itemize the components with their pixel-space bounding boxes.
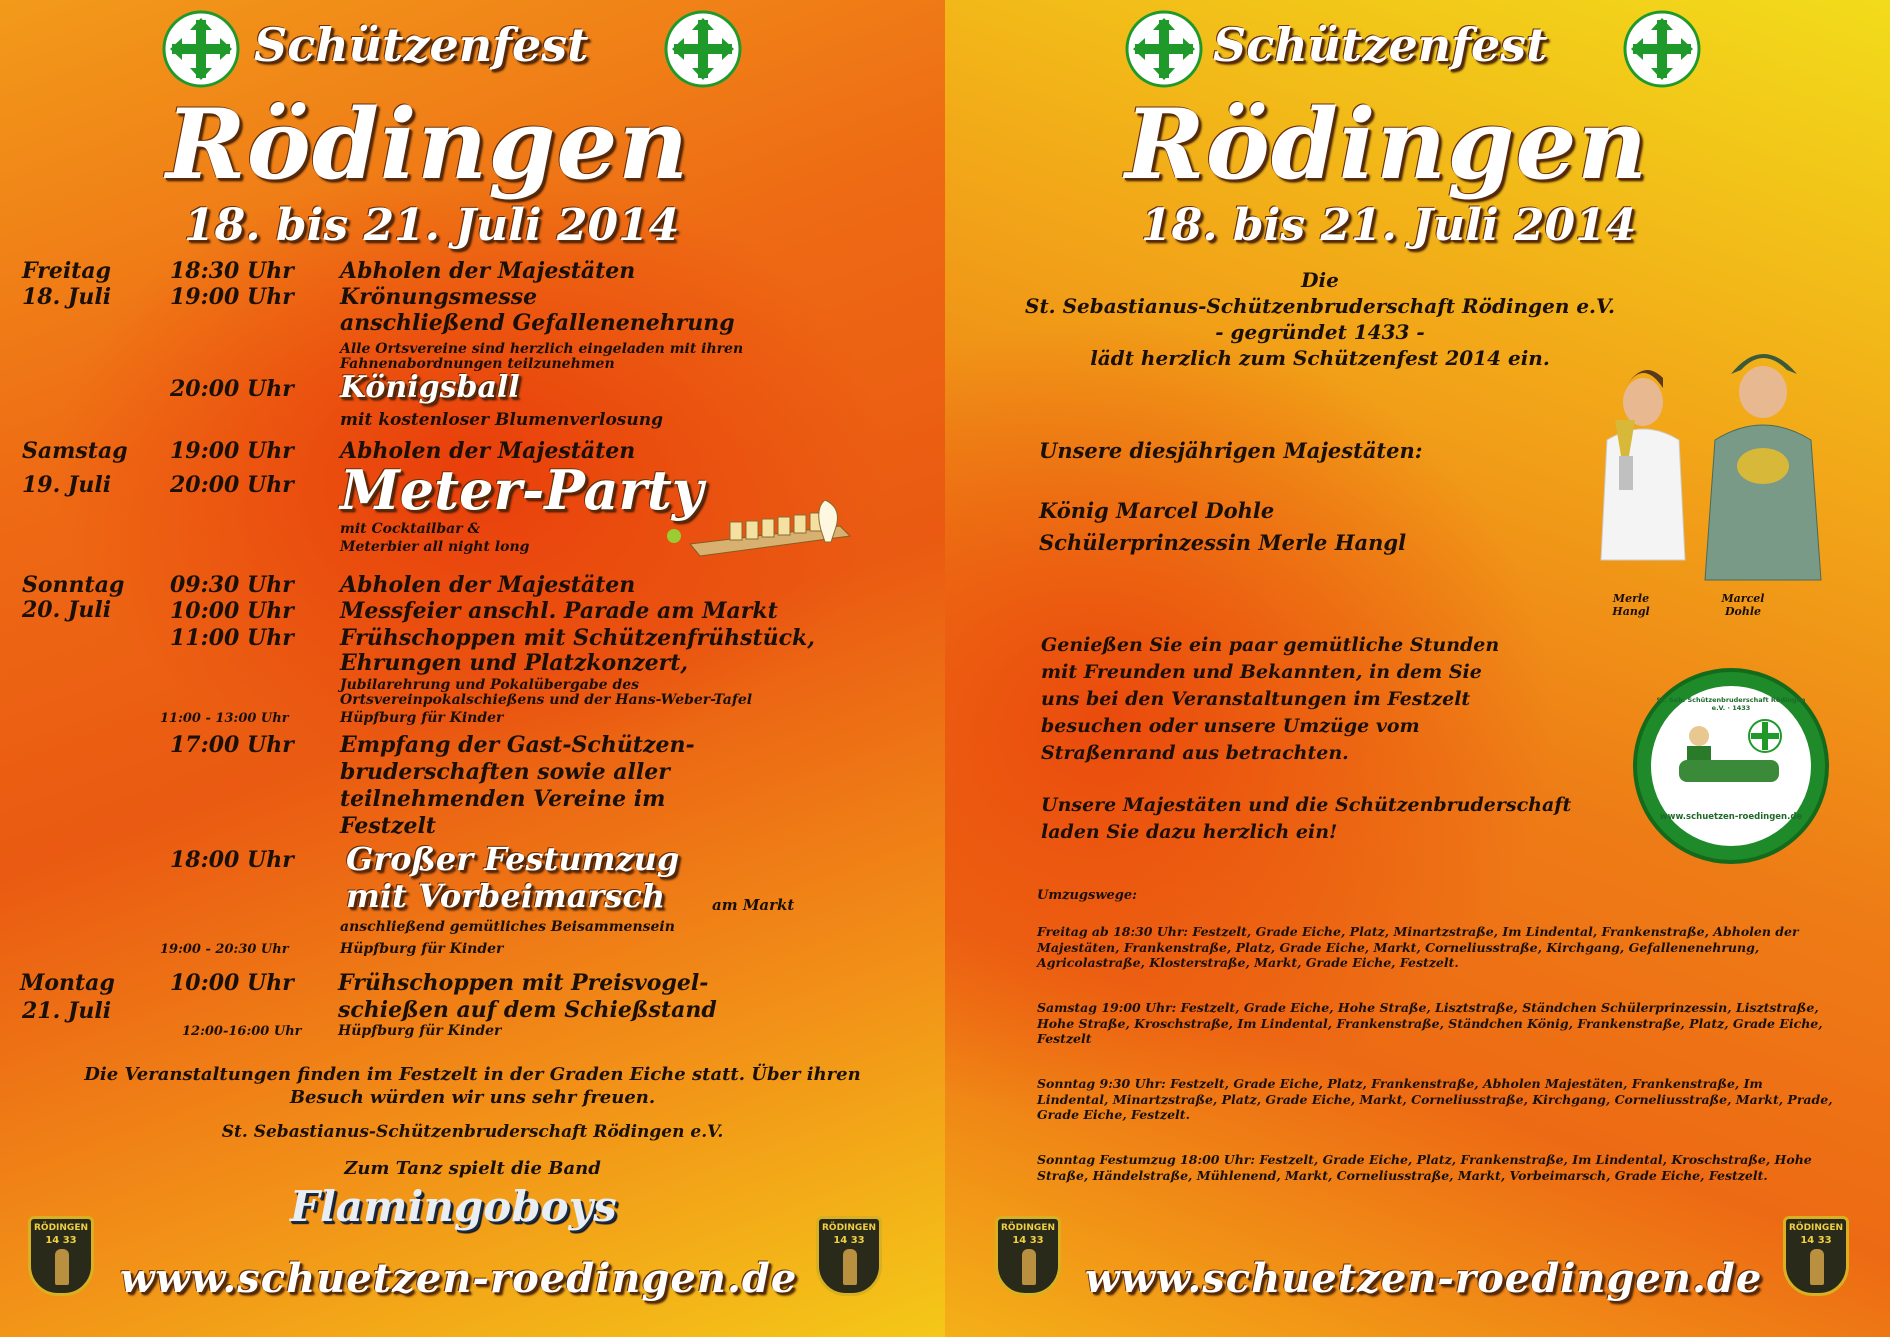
crest-year: 14 33 bbox=[1800, 1235, 1832, 1246]
note: mit kostenloser Blumenverlosung bbox=[340, 410, 663, 430]
note: Fahnenabordnungen teilzunehmen bbox=[340, 356, 615, 372]
cross-emblem-icon bbox=[664, 10, 742, 88]
time: 09:30 Uhr bbox=[170, 572, 294, 598]
beer-meter-icon bbox=[660, 496, 860, 564]
day-label: Freitag bbox=[22, 258, 111, 284]
event-highlight: Großer Festumzug bbox=[346, 840, 680, 878]
photo-caption: Merle Hangl bbox=[1612, 592, 1650, 618]
title-small: Schützenfest bbox=[254, 18, 589, 72]
intro-text: - gegründet 1433 - bbox=[1215, 320, 1425, 344]
event: anschließend Gefallenenehrung bbox=[340, 310, 735, 336]
route-text: Samstag 19:00 Uhr: Festzelt, Grade Eiche, Hohe Straße, Lisztstraße, Ständchen Schülerprinzessin, Lisztstraße, Hohe Straße, Kroschstraße, Im Lindental, Frankenstraße, Ständchen König, Frankenstraße, Platz, Grade Eiche, Festzelt bbox=[1037, 1000, 1823, 1046]
prinzessin: Schülerprinzessin Merle Hangl bbox=[1039, 530, 1407, 555]
event: bruderschaften sowie aller bbox=[340, 759, 670, 785]
route-text: Sonntag 9:30 Uhr: Festzelt, Grade Eiche, Platz, Frankenstraße, Abholen Majestäten, Frankenstraße, Im Lindental, Minartzstraße, Platz, Grade Eiche, Markt, Corneliusstraße, Kirchgang, Corneliusstraße, Markt, Prade, Grade Eiche, Festzelt. bbox=[1037, 1076, 1833, 1122]
crest-icon bbox=[816, 1216, 882, 1296]
cocktail-icon bbox=[667, 529, 681, 543]
club-logo bbox=[1633, 668, 1829, 864]
closing-text: Die Veranstaltungen finden im Festzelt in der Graden Eiche statt. Über ihren bbox=[84, 1064, 861, 1085]
event: Ehrungen und Platzkonzert, bbox=[340, 650, 689, 676]
event: Krönungsmesse bbox=[340, 284, 538, 310]
time: 11:00 - 13:00 Uhr bbox=[160, 711, 289, 726]
note: Ortsvereinpokalschießens und der Hans-Weber-Tafel bbox=[340, 692, 753, 708]
day-label: Samstag bbox=[22, 438, 128, 464]
crest-icon bbox=[28, 1216, 94, 1296]
crest-year: 14 33 bbox=[1012, 1235, 1044, 1246]
event: Hüpfburg für Kinder bbox=[340, 710, 504, 726]
logo-url: www.schuetzen-roedingen.de bbox=[1659, 812, 1803, 822]
meter-party-title: Meter-Party bbox=[340, 458, 704, 522]
crest-year: 14 33 bbox=[45, 1235, 77, 1246]
para-text: mit Freunden und Bekannten, in dem Sie bbox=[1041, 661, 1482, 683]
website-link[interactable]: www.schuetzen-roedingen.de bbox=[120, 1255, 798, 1302]
para-text: uns bei den Veranstaltungen im Festzelt bbox=[1041, 688, 1471, 710]
intro-text: lädt herzlich zum Schützenfest 2014 ein. bbox=[1090, 346, 1550, 370]
crest-name: RÖDINGEN bbox=[1789, 1223, 1843, 1233]
majestaeten-heading: Unsere diesjährigen Majestäten: bbox=[1039, 438, 1423, 463]
time: 10:00 Uhr bbox=[170, 970, 294, 996]
cross-emblem-icon bbox=[1125, 10, 1203, 88]
event-date: 18. bis 21. Juli 2014 bbox=[1141, 200, 1637, 251]
time: 19:00 Uhr bbox=[170, 438, 294, 464]
intro-text: St. Sebastianus-Schützenbruderschaft Rödingen e.V. bbox=[1025, 294, 1615, 318]
event: Messfeier anschl. Parade am Markt bbox=[340, 598, 778, 624]
event: Abholen der Majestäten bbox=[340, 572, 636, 598]
cross-emblem-icon bbox=[162, 10, 240, 88]
day-date: 19. Juli bbox=[22, 472, 112, 498]
logo-text: St. Seb. Schützenbruderschaft Rödingen e.V. · 1433 bbox=[1656, 696, 1806, 712]
day-date: 20. Juli bbox=[22, 597, 112, 623]
time: 20:00 Uhr bbox=[170, 376, 294, 402]
time: 19:00 Uhr bbox=[170, 284, 294, 310]
note: Jubilarehrung und Pokalübergabe des bbox=[340, 677, 640, 693]
event: Abholen der Majestäten bbox=[340, 438, 636, 464]
event-highlight: Königsball bbox=[340, 370, 520, 405]
event: Hüpfburg für Kinder bbox=[338, 1023, 502, 1039]
event: Frühschoppen mit Preisvogel- bbox=[338, 970, 709, 996]
band-intro: Zum Tanz spielt die Band bbox=[344, 1158, 601, 1179]
time: 17:00 Uhr bbox=[170, 732, 294, 758]
crest-icon bbox=[1783, 1216, 1849, 1296]
logo-illustration bbox=[1669, 716, 1793, 796]
band-logo: Flamingoboys bbox=[290, 1182, 617, 1231]
day-label: Sonntag bbox=[22, 572, 125, 598]
time: 19:00 - 20:30 Uhr bbox=[160, 942, 289, 957]
para-text: besuchen oder unsere Umzüge vom bbox=[1041, 715, 1420, 737]
event: Hüpfburg für Kinder bbox=[340, 941, 504, 957]
koenig: König Marcel Dohle bbox=[1039, 498, 1275, 523]
closing-text: Besuch würden wir uns sehr freuen. bbox=[289, 1087, 656, 1108]
note: anschließend gemütliches Beisammensein bbox=[340, 919, 675, 935]
time: 12:00-16:00 Uhr bbox=[182, 1024, 302, 1039]
organizer: St. Sebastianus-Schützenbruderschaft Rödingen e.V. bbox=[221, 1122, 724, 1142]
routes-heading: Umzugswege: bbox=[1037, 888, 1137, 903]
day-date: 18. Juli bbox=[22, 284, 112, 310]
website-link[interactable]: www.schuetzen-roedingen.de bbox=[1085, 1255, 1763, 1302]
crest-icon bbox=[995, 1216, 1061, 1296]
crest-year: 14 33 bbox=[833, 1235, 865, 1246]
time: 20:00 Uhr bbox=[170, 472, 294, 498]
para-text: Straßenrand aus betrachten. bbox=[1041, 742, 1349, 764]
majestaeten-photo bbox=[1585, 330, 1825, 590]
event: Empfang der Gast-Schützen- bbox=[340, 732, 695, 758]
event: teilnehmenden Vereine im bbox=[340, 786, 666, 812]
title-large: Rödingen bbox=[166, 88, 690, 201]
day-date: 21. Juli bbox=[22, 998, 112, 1024]
note: am Markt bbox=[712, 896, 795, 914]
event: Festzelt bbox=[340, 813, 436, 839]
crest-name: RÖDINGEN bbox=[1001, 1223, 1055, 1233]
title-small: Schützenfest bbox=[1213, 18, 1548, 72]
route-text: Freitag ab 18:30 Uhr: Festzelt, Grade Eiche, Platz, Minartzstraße, Im Lindental, Frankenstraße, Abholen der Majestäten, Frankenstraße, Platz, Grade Eiche, Markt, Corneliusstraße, Kirchgang, Gefallenenehrung, Agricolastraße, Klosterstraße, Markt, Grade Eiche, Festzelt. bbox=[1037, 924, 1799, 970]
route-text: Sonntag Festumzug 18:00 Uhr: Festzelt, Grade Eiche, Platz, Frankenstraße, Im Lindental, Kroschstraße, Hohe Straße, Händelstraße, Mühlenend, Markt, Corneliusstraße, Markt, Vorbeimarsch, Grade Eiche, Festzelt. bbox=[1037, 1152, 1812, 1183]
para-text: laden Sie dazu herzlich ein! bbox=[1041, 821, 1338, 843]
title-large: Rödingen bbox=[1125, 88, 1649, 201]
event-date: 18. bis 21. Juli 2014 bbox=[184, 200, 680, 251]
right-page bbox=[945, 0, 1890, 1337]
intro-text: Die bbox=[1301, 268, 1339, 292]
day-label: Montag bbox=[20, 970, 115, 996]
para-text: Genießen Sie ein paar gemütliche Stunden bbox=[1041, 634, 1500, 656]
cross-emblem-icon bbox=[1623, 10, 1701, 88]
para-text: Unsere Majestäten und die Schützenbruderschaft bbox=[1041, 794, 1572, 816]
time: 18:30 Uhr bbox=[170, 258, 294, 284]
event: Frühschoppen mit Schützenfrühstück, bbox=[340, 625, 815, 651]
photo-caption: Marcel Dohle bbox=[1721, 592, 1765, 618]
note: Meterbier all night long bbox=[340, 539, 530, 555]
event-highlight: mit Vorbeimarsch bbox=[346, 877, 666, 915]
note: mit Cocktailbar & bbox=[340, 521, 481, 537]
crest-name: RÖDINGEN bbox=[822, 1223, 876, 1233]
crest-name: RÖDINGEN bbox=[34, 1223, 88, 1233]
note: Alle Ortsvereine sind herzlich eingeladen mit ihren bbox=[340, 341, 744, 357]
event: schießen auf dem Schießstand bbox=[338, 997, 717, 1023]
time: 10:00 Uhr bbox=[170, 598, 294, 624]
time: 11:00 Uhr bbox=[170, 625, 294, 651]
time: 18:00 Uhr bbox=[170, 847, 294, 873]
event: Abholen der Majestäten bbox=[340, 258, 636, 284]
